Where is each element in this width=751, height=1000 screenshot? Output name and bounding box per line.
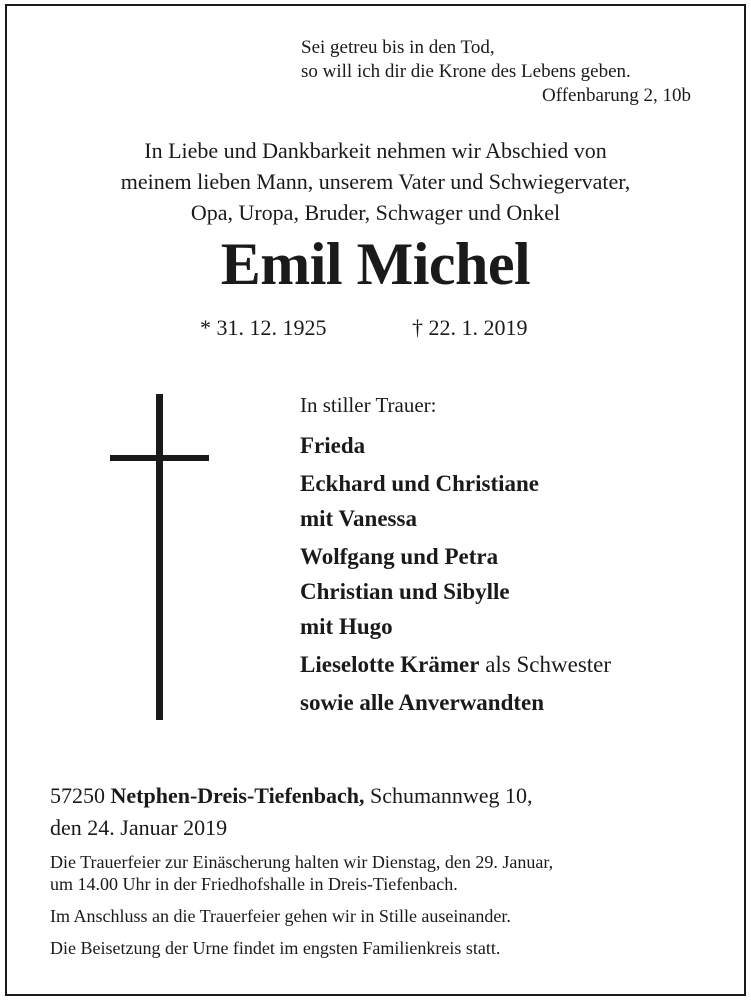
mourners-list (300, 390, 730, 723)
mourner-sister (300, 647, 730, 682)
cross-icon (156, 394, 163, 720)
note-paragraph (50, 905, 740, 927)
note-line: Im Anschluss an die Trauerfeier gehen wir in Stille auseinander. (50, 906, 511, 926)
address-line (50, 780, 730, 812)
address-block (50, 780, 730, 844)
note-line: Die Trauerfeier zur Einäscherung halten wir Dienstag, den 29. Januar, (50, 852, 554, 872)
mourner-name: Wolfgang und Petra (300, 544, 499, 569)
mourner-group (300, 647, 730, 682)
mourner-group (300, 428, 730, 463)
notice-date: den 24. Januar 2019 (50, 815, 228, 840)
mourner-name: Christian und Sibylle (300, 579, 510, 604)
note-paragraph (50, 851, 740, 895)
mourner-name: mit Hugo (300, 614, 393, 639)
quote-line: Sei getreu bis in den Tod, (301, 37, 495, 58)
place-name: Netphen-Dreis-Tiefenbach, (110, 783, 365, 808)
mourner-group (300, 685, 730, 720)
ceremony-notes (50, 851, 740, 969)
mourner-name: mit Vanessa (300, 506, 417, 531)
birth-date: * 31. 12. 1925 (200, 315, 327, 340)
mourner-relatives: sowie alle Anverwandten (300, 690, 545, 715)
mourner-relation: als Schwester (479, 652, 612, 677)
intro-line: Opa, Uropa, Bruder, Schwager und Onkel (190, 200, 561, 225)
deceased-name: Emil Michel (220, 231, 531, 297)
cross-icon-bar (110, 455, 209, 461)
street: Schumannweg 10, (364, 783, 533, 808)
mourner-group (300, 466, 730, 536)
note-paragraph (50, 937, 740, 959)
intro-line: meinem lieben Mann, unserem Vater und Schwiegervater, (120, 169, 631, 194)
mourner-name: Eckhard und Christiane (300, 471, 540, 496)
intro-text (30, 135, 721, 228)
mourner-name: Frieda (300, 433, 366, 458)
intro-line: In Liebe und Dankbarkeit nehmen wir Abschied von (144, 138, 607, 163)
quote-reference: Offenbarung 2, 10b (542, 85, 691, 106)
note-line: um 14.00 Uhr in der Friedhofshalle in Dreis-Tiefenbach. (50, 874, 458, 894)
quote-line: so will ich dir die Krone des Lebens geben. (301, 61, 631, 82)
death-date: † 22. 1. 2019 (412, 315, 528, 340)
mourner-name: Lieselotte Krämer (300, 652, 480, 677)
mourner-group (300, 539, 730, 644)
mourners-heading: In stiller Trauer: (300, 393, 437, 417)
zip-code: 57250 (50, 783, 111, 808)
bible-quote (301, 36, 691, 108)
note-line: Die Beisetzung der Urne findet im engsten Familienkreis statt. (50, 938, 501, 958)
